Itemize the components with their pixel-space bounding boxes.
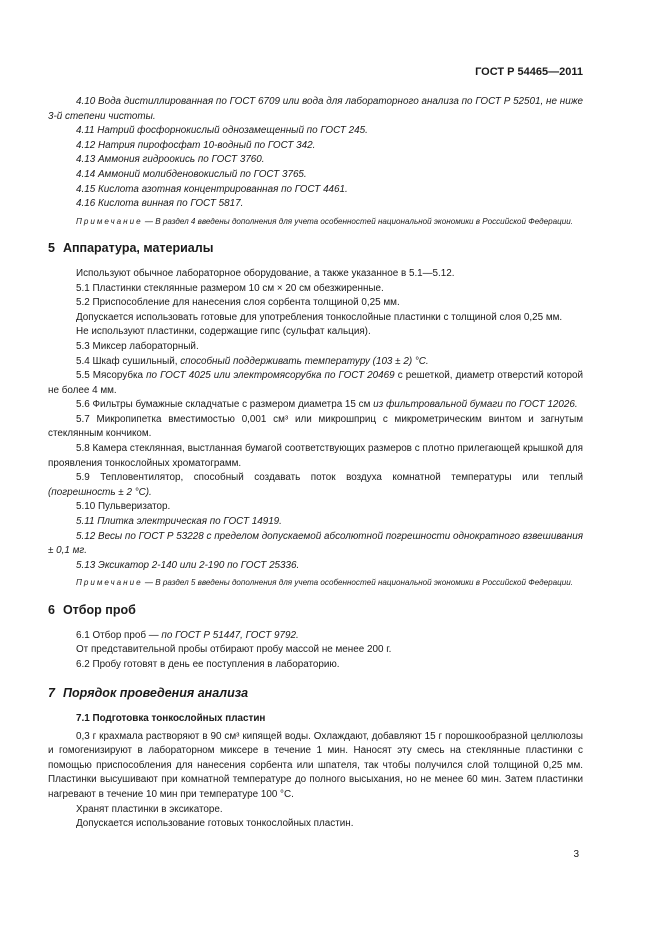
item-5-5	[48, 369, 583, 398]
para-7-1-storage: Хранят пластинки в эксикаторе.	[76, 803, 223, 815]
standard-header: ГОСТ Р 54465—2011	[475, 66, 583, 78]
item-5-6-italic: из фильтровальной бумаги по ГОСТ 12026.	[373, 399, 578, 411]
item-5-9-text: 5.9 Тепловентилятор, способный создавать поток воздуха комнатной температуры или теплый	[76, 472, 583, 484]
item-5-4	[48, 355, 583, 370]
para-5-2-allow: Допускается использовать готовые для употребления тонкослойные пластинки с толщиной слоя 0,25 мм.	[76, 311, 563, 323]
item-5-13: 5.13 Эксикатор 2-140 или 2-190 по ГОСТ 25336.	[76, 559, 300, 571]
item-4-11: 4.11 Натрий фосфорнокислый однозамещенный по ГОСТ 245.	[76, 125, 368, 137]
item-5-4-text: 5.4 Шкаф сушильный,	[76, 355, 181, 367]
item-4-13: 4.13 Аммония гидроокись по ГОСТ 3760.	[76, 154, 265, 166]
section-6-heading	[48, 603, 583, 618]
para-6-1-mass: От представительной пробы отбирают пробу массой не менее 200 г.	[76, 644, 392, 656]
section-5-heading	[48, 241, 583, 256]
note-label: Примечание	[76, 578, 143, 588]
item-5-10: 5.10 Пульверизатор.	[76, 501, 171, 513]
section-title: Отбор проб	[62, 603, 136, 617]
item-4-16: 4.16 Кислота винная по ГОСТ 5817.	[76, 198, 244, 210]
page-number: 3	[573, 849, 579, 860]
item-4-14: 4.14 Аммоний молибденовокислый по ГОСТ 3765.	[76, 168, 307, 180]
item-5-11: 5.11 Плитка электрическая по ГОСТ 14919.	[76, 516, 282, 528]
section-title: Аппаратура, материалы	[62, 241, 214, 256]
note-label: Примечание	[76, 216, 143, 226]
note-section-5	[48, 577, 583, 589]
note-section-4	[48, 216, 583, 228]
subsection-7-1-heading: 7.1 Подготовка тонкослойных пластин	[76, 712, 266, 724]
item-5-3: 5.3 Миксер лабораторный.	[76, 340, 199, 352]
item-4-12: 4.12 Натрия пирофосфат 10-водный по ГОСТ 342.	[76, 139, 316, 151]
section-number: 6	[48, 603, 55, 617]
item-6-2: 6.2 Пробу готовят в день ее поступления в лабораторию.	[76, 658, 340, 670]
item-5-7: 5.7 Микропипетка вместимостью 0,001 см³ или микрошприц с микрометрическим винтом и загнутым стеклянным кончиком.	[48, 413, 583, 440]
para-7-1-ready-made: Допускается использование готовых тонкослойных пластин.	[76, 818, 354, 830]
document-body	[48, 95, 583, 832]
item-5-5-italic: по ГОСТ 4025 или электромясорубка по ГОСТ 20469	[146, 370, 395, 382]
item-5-6	[48, 398, 583, 413]
item-5-6-text: 5.6 Фильтры бумажные складчатые с размером диаметра 15 см	[76, 399, 374, 411]
document-page	[48, 0, 583, 936]
section-title: Порядок проведения анализа	[62, 686, 249, 701]
para-7-1-procedure: 0,3 г крахмала растворяют в 90 см³ кипящей воды. Охлаждают, добавляют 15 г порошкообразной целлюлозы и гомогенизируют в лабораторном миксере в течение 1 мин. Наносят эту смесь на стеклянные пластинки с помощью приспособления для нанесения сорбента или шпателя, так чтобы получился слой толщиной 0,25 мм. Пластинки высушивают при комнатной температуре до полного высыхания, но не менее 60 мин. Затем пластинки нагревают в течение 10 мин при температуре 100 °С.	[48, 730, 583, 800]
section-number: 7	[48, 686, 55, 701]
item-6-1-italic: по ГОСТ Р 51447, ГОСТ 9792.	[161, 629, 299, 641]
item-5-1: 5.1 Пластинки стеклянные размером 10 см × 20 см обезжиренные.	[76, 282, 384, 294]
note-text: — В раздел 4 введены дополнения для учета особенностей национальной экономики в Российской Федерации.	[142, 216, 574, 226]
para-5-2-gypsum: Не используют пластинки, содержащие гипс (сульфат кальция).	[76, 326, 371, 338]
item-5-8: 5.8 Камера стеклянная, выстланная бумагой соответствующих размеров с плотно прилегающей крышкой для проявления тонкослойных хроматограмм.	[48, 443, 583, 469]
item-5-12: 5.12 Весы по ГОСТ Р 53228 с пределом допускаемой абсолютной погрешности однократного взвешивания ± 0,1 мг.	[48, 530, 583, 557]
item-6-1-text: 6.1 Отбор проб —	[76, 629, 162, 641]
item-5-9-italic: (погрешность ± 2 °С).	[48, 486, 152, 498]
para-5-intro: Используют обычное лабораторное оборудование, а также указанное в 5.1—5.12.	[76, 267, 455, 279]
item-5-5-text: 5.5 Мясорубка	[76, 370, 147, 382]
section-number: 5	[48, 241, 55, 256]
item-5-4-italic: способный поддерживать температуру (103 ± 2) °С.	[180, 355, 429, 367]
section-7-heading	[48, 686, 583, 701]
item-4-15: 4.15 Кислота азотная концентрированная по ГОСТ 4461.	[76, 183, 348, 195]
item-4-10: 4.10 Вода дистиллированная по ГОСТ 6709 или вода для лабораторного анализа по ГОСТ Р 52501, не ниже 3-й степени чистоты.	[48, 96, 583, 122]
note-text: — В раздел 5 введены дополнения для учета особенностей национальной экономики в Российской Федерации.	[142, 578, 574, 588]
item-5-5-tail: с решеткой, диаметр отверстий которой не более 4 мм.	[48, 370, 583, 396]
item-6-1	[48, 629, 583, 644]
item-5-2: 5.2 Приспособление для нанесения слоя сорбента толщиной 0,25 мм.	[76, 297, 400, 309]
item-5-9	[48, 471, 583, 500]
